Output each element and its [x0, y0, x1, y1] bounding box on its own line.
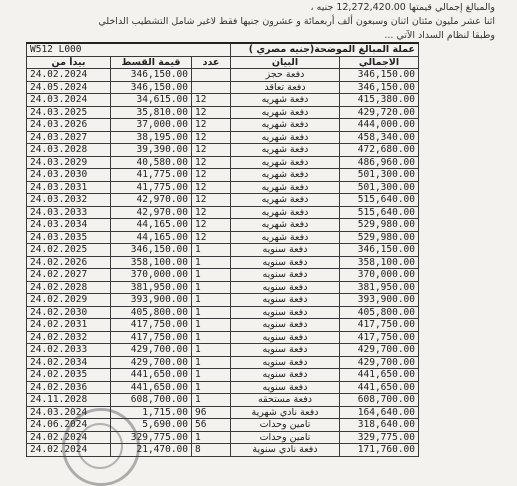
cell-description: دفعة شهريه: [231, 219, 340, 232]
cell-total: 318,640.00: [340, 419, 419, 432]
table-row: [27, 406, 419, 419]
cell-description: دفعة سنويه: [231, 344, 340, 357]
cell-total: 458,340.00: [340, 131, 419, 144]
cell-total: 405,800.00: [340, 306, 419, 319]
cell-total: 370,000.00: [340, 269, 419, 282]
cell-total: 393,900.00: [340, 294, 419, 307]
table-row: [27, 206, 419, 219]
cell-description: دفعة شهريه: [231, 156, 340, 169]
currency-label: عملة المبالغ الموضحة(جنيه مصري ): [231, 43, 419, 56]
cell-installment-amount: 346,150.00: [111, 244, 192, 257]
table-header-row: [27, 56, 419, 69]
cell-installment-amount: 38,195.00: [111, 131, 192, 144]
cell-start-date: 24.02.2024: [27, 444, 111, 457]
document-header: [0, 0, 517, 44]
table-row: [27, 256, 419, 269]
cell-start-date: 24.03.2035: [27, 231, 111, 244]
cell-count: 1: [192, 294, 231, 307]
cell-start-date: 24.03.2028: [27, 144, 111, 157]
cell-total: 417,750.00: [340, 331, 419, 344]
cell-installment-amount: 21,470.00: [111, 444, 192, 457]
cell-start-date: 24.02.2033: [27, 344, 111, 357]
cell-description: دفعة سنويه: [231, 369, 340, 382]
cell-description: دفعة نادي سنوية: [231, 444, 340, 457]
cell-installment-amount: 429,700.00: [111, 344, 192, 357]
column-header-amount: قيمة القسط: [111, 56, 192, 69]
cell-total: 329,775.00: [340, 431, 419, 444]
cell-count: 1: [192, 319, 231, 332]
cell-count: 12: [192, 219, 231, 232]
cell-description: دفعة شهريه: [231, 194, 340, 207]
table-row: [27, 431, 419, 444]
cell-description: دفعة شهريه: [231, 94, 340, 107]
cell-count: 96: [192, 406, 231, 419]
cell-installment-amount: 417,750.00: [111, 331, 192, 344]
cell-description: دفعة شهريه: [231, 169, 340, 182]
cell-start-date: 24.02.2034: [27, 356, 111, 369]
table-row: [27, 144, 419, 157]
cell-start-date: 24.03.2026: [27, 119, 111, 132]
header-line-words: اثنا عشر مليون مئتان اثنان وسبعون ألف أربعمائة و عشرون جنيها فقط لاغير شامل التشطيب الداخلي: [98, 16, 495, 27]
cell-installment-amount: 393,900.00: [111, 294, 192, 307]
cell-start-date: 24.02.2030: [27, 306, 111, 319]
cell-count: 1: [192, 394, 231, 407]
table-row: [27, 369, 419, 382]
cell-description: دفعة سنويه: [231, 356, 340, 369]
cell-start-date: 24.02.2036: [27, 381, 111, 394]
cell-start-date: 24.02.2025: [27, 244, 111, 257]
cell-description: دفعة سنويه: [231, 319, 340, 332]
cell-installment-amount: 329,775.00: [111, 431, 192, 444]
cell-total: 429,720.00: [340, 106, 419, 119]
table-row: [27, 131, 419, 144]
table-row: [27, 119, 419, 132]
table-row: [27, 394, 419, 407]
cell-count: 1: [192, 369, 231, 382]
table-row: [27, 381, 419, 394]
cell-count: 12: [192, 169, 231, 182]
cell-count: 12: [192, 106, 231, 119]
cell-installment-amount: 441,650.00: [111, 381, 192, 394]
cell-start-date: 24.02.2024: [27, 431, 111, 444]
cell-installment-amount: 41,775.00: [111, 169, 192, 182]
cell-total: 415,380.00: [340, 94, 419, 107]
cell-start-date: 24.03.2027: [27, 131, 111, 144]
header-line-payment-system: وطبقا لنظام السداد الآتي ...: [384, 30, 495, 41]
table-row: [27, 81, 419, 94]
cell-installment-amount: 370,000.00: [111, 269, 192, 282]
cell-description: دفعة مستحقه: [231, 394, 340, 407]
cell-start-date: 24.02.2032: [27, 331, 111, 344]
cell-installment-amount: 358,100.00: [111, 256, 192, 269]
cell-count: 1: [192, 306, 231, 319]
cell-total: 441,650.00: [340, 369, 419, 382]
cell-total: 346,150.00: [340, 244, 419, 257]
cell-description: دفعة شهريه: [231, 206, 340, 219]
reference-code: W512 L000: [27, 43, 231, 56]
table-row: [27, 281, 419, 294]
cell-count: 12: [192, 144, 231, 157]
cell-count: 1: [192, 381, 231, 394]
table-row: [27, 331, 419, 344]
currency-row: [27, 43, 419, 56]
cell-installment-amount: 42,970.00: [111, 206, 192, 219]
cell-total: 358,100.00: [340, 256, 419, 269]
cell-start-date: 24.02.2028: [27, 281, 111, 294]
cell-installment-amount: 42,970.00: [111, 194, 192, 207]
cell-description: دفعة سنويه: [231, 306, 340, 319]
cell-count: 1: [192, 256, 231, 269]
cell-description: دفعة سنويه: [231, 294, 340, 307]
cell-total: 346,150.00: [340, 69, 419, 82]
cell-installment-amount: 346,150.00: [111, 81, 192, 94]
table-row: [27, 444, 419, 457]
cell-count: 8: [192, 444, 231, 457]
header-line-total: والمبالغ إجمالي قيمتها 12,272,420.00 جنيه ،: [310, 2, 495, 13]
cell-count: 12: [192, 156, 231, 169]
cell-installment-amount: 44,165.00: [111, 219, 192, 232]
cell-count: 12: [192, 131, 231, 144]
cell-installment-amount: 429,700.00: [111, 356, 192, 369]
cell-installment-amount: 39,390.00: [111, 144, 192, 157]
cell-total: 472,680.00: [340, 144, 419, 157]
cell-installment-amount: 405,800.00: [111, 306, 192, 319]
cell-total: 417,750.00: [340, 319, 419, 332]
table-row: [27, 156, 419, 169]
cell-start-date: 24.03.2034: [27, 219, 111, 232]
cell-start-date: 24.02.2029: [27, 294, 111, 307]
cell-start-date: 24.02.2024: [27, 69, 111, 82]
cell-description: دفعة سنويه: [231, 256, 340, 269]
cell-installment-amount: 441,650.00: [111, 369, 192, 382]
cell-installment-amount: 44,165.00: [111, 231, 192, 244]
cell-count: [192, 69, 231, 82]
cell-total: 429,700.00: [340, 344, 419, 357]
cell-installment-amount: 381,950.00: [111, 281, 192, 294]
table-row: [27, 419, 419, 432]
cell-count: 1: [192, 269, 231, 282]
table-row: [27, 294, 419, 307]
table-row: [27, 269, 419, 282]
cell-count: 12: [192, 94, 231, 107]
cell-count: 1: [192, 356, 231, 369]
cell-total: 171,760.00: [340, 444, 419, 457]
cell-description: دفعة شهريه: [231, 181, 340, 194]
cell-total: 346,150.00: [340, 81, 419, 94]
table-row: [27, 69, 419, 82]
cell-installment-amount: 41,775.00: [111, 181, 192, 194]
cell-total: 608,700.00: [340, 394, 419, 407]
cell-total: 441,650.00: [340, 381, 419, 394]
cell-count: 12: [192, 206, 231, 219]
cell-installment-amount: 5,690.00: [111, 419, 192, 432]
cell-description: دفعة سنويه: [231, 331, 340, 344]
cell-total: 444,000.00: [340, 119, 419, 132]
cell-total: 515,640.00: [340, 206, 419, 219]
cell-start-date: 24.06.2024: [27, 419, 111, 432]
cell-installment-amount: 417,750.00: [111, 319, 192, 332]
table-row: [27, 244, 419, 257]
payment-schedule-table: [26, 42, 419, 457]
column-header-description: البيان: [231, 56, 340, 69]
cell-start-date: 24.03.2025: [27, 106, 111, 119]
cell-start-date: 24.02.2035: [27, 369, 111, 382]
cell-description: تامين وحدات: [231, 419, 340, 432]
table-row: [27, 344, 419, 357]
cell-total: 164,640.00: [340, 406, 419, 419]
cell-start-date: 24.03.2024: [27, 406, 111, 419]
cell-count: 1: [192, 431, 231, 444]
cell-total: 381,950.00: [340, 281, 419, 294]
cell-total: 501,300.00: [340, 169, 419, 182]
cell-count: 12: [192, 181, 231, 194]
table-row: [27, 181, 419, 194]
table-row: [27, 356, 419, 369]
cell-description: دفعة سنويه: [231, 269, 340, 282]
cell-start-date: 24.02.2031: [27, 319, 111, 332]
cell-total: 529,980.00: [340, 231, 419, 244]
cell-count: 1: [192, 281, 231, 294]
table-row: [27, 219, 419, 232]
cell-total: 486,960.00: [340, 156, 419, 169]
cell-start-date: 24.02.2027: [27, 269, 111, 282]
cell-installment-amount: 346,150.00: [111, 69, 192, 82]
cell-installment-amount: 1,715.00: [111, 406, 192, 419]
cell-start-date: 24.03.2033: [27, 206, 111, 219]
cell-description: تامين وحدات: [231, 431, 340, 444]
cell-total: 429,700.00: [340, 356, 419, 369]
table-row: [27, 306, 419, 319]
cell-total: 501,300.00: [340, 181, 419, 194]
cell-start-date: 24.05.2024: [27, 81, 111, 94]
cell-installment-amount: 608,700.00: [111, 394, 192, 407]
cell-installment-amount: 37,000.00: [111, 119, 192, 132]
cell-count: 56: [192, 419, 231, 432]
table-row: [27, 231, 419, 244]
cell-description: دفعة شهريه: [231, 144, 340, 157]
table-row: [27, 194, 419, 207]
table-row: [27, 169, 419, 182]
cell-description: دفعة سنويه: [231, 381, 340, 394]
cell-installment-amount: 35,810.00: [111, 106, 192, 119]
cell-installment-amount: 34,615.00: [111, 94, 192, 107]
cell-start-date: 24.11.2028: [27, 394, 111, 407]
cell-total: 529,980.00: [340, 219, 419, 232]
cell-start-date: 24.03.2029: [27, 156, 111, 169]
cell-description: دفعة نادي شهرية: [231, 406, 340, 419]
cell-count: 12: [192, 231, 231, 244]
cell-count: 12: [192, 119, 231, 132]
cell-description: دفعة حجز: [231, 69, 340, 82]
cell-description: دفعة تعاقد: [231, 81, 340, 94]
table-row: [27, 106, 419, 119]
cell-description: دفعة شهريه: [231, 106, 340, 119]
cell-count: 12: [192, 194, 231, 207]
cell-start-date: 24.03.2030: [27, 169, 111, 182]
cell-start-date: 24.03.2032: [27, 194, 111, 207]
cell-installment-amount: 40,580.00: [111, 156, 192, 169]
cell-count: 1: [192, 244, 231, 257]
cell-start-date: 24.03.2024: [27, 94, 111, 107]
cell-start-date: 24.03.2031: [27, 181, 111, 194]
cell-start-date: 24.02.2026: [27, 256, 111, 269]
cell-count: [192, 81, 231, 94]
cell-description: دفعة شهريه: [231, 231, 340, 244]
table-row: [27, 319, 419, 332]
cell-count: 1: [192, 331, 231, 344]
cell-description: دفعة شهريه: [231, 131, 340, 144]
column-header-count: عدد: [192, 56, 231, 69]
cell-total: 515,640.00: [340, 194, 419, 207]
table-row: [27, 94, 419, 107]
column-header-total: الاجمالي: [340, 56, 419, 69]
cell-description: دفعة سنويه: [231, 281, 340, 294]
cell-description: دفعة شهريه: [231, 119, 340, 132]
column-header-start: بيدأ من: [27, 56, 111, 69]
cell-count: 1: [192, 344, 231, 357]
cell-description: دفعة سنويه: [231, 244, 340, 257]
